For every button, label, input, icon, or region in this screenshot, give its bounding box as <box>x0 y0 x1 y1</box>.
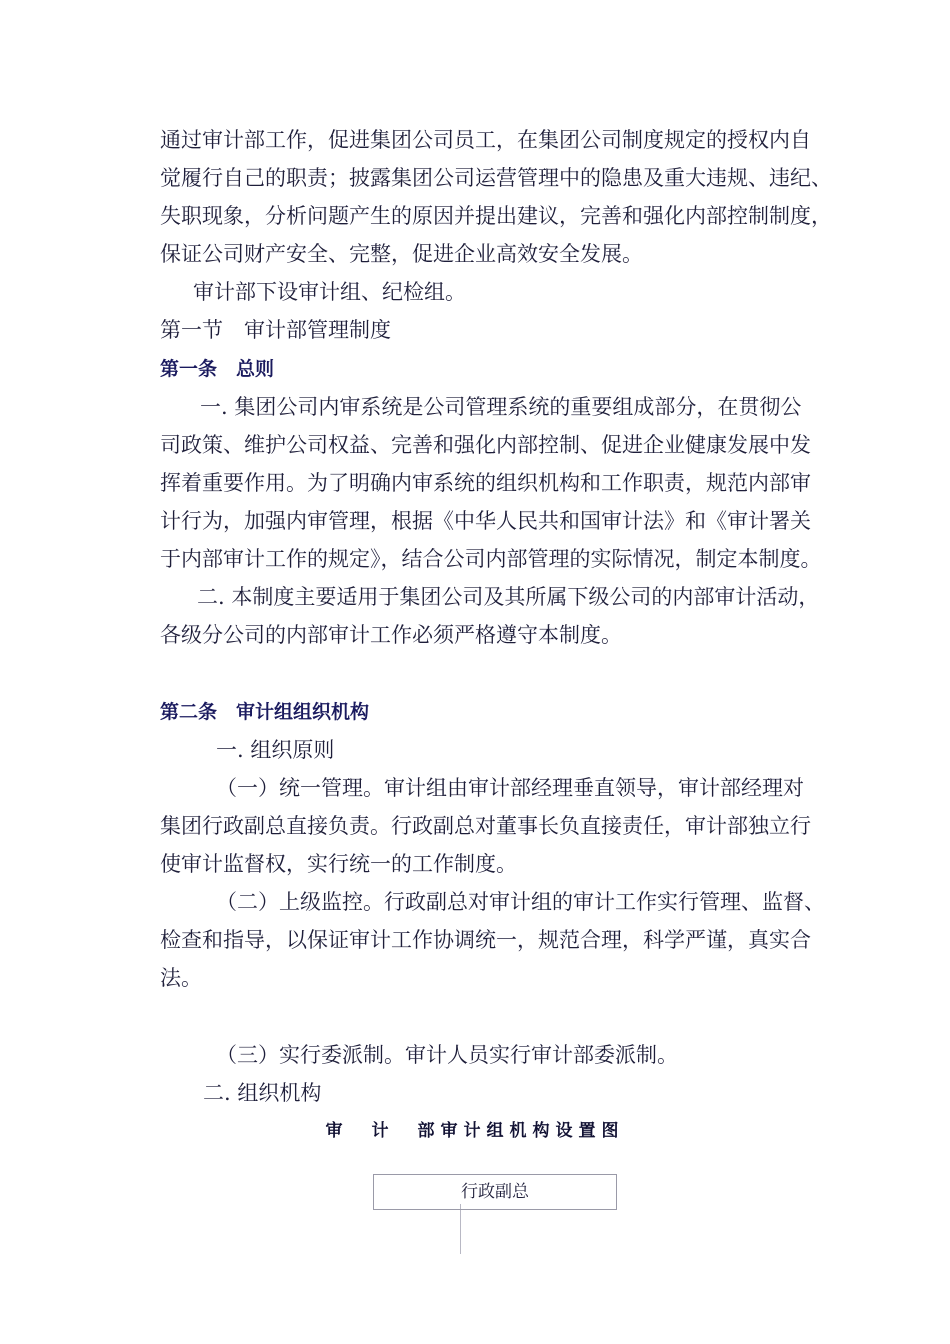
article-1-line-4: 计行为，加强内审管理，根据《中华人民共和国审计法》和《审计署关 <box>160 509 811 533</box>
article-2-line-6: 检查和指导，以保证审计工作协调统一，规范合理，科学严谨，真实合 <box>160 928 811 952</box>
section-heading: 第一节 审计部管理制度 <box>160 318 391 342</box>
intro-line-3: 失职现象，分析问题产生的原因并提出建议，完善和强化内部控制制度， <box>160 204 832 228</box>
org-chart-top-node: 行政副总 <box>373 1174 617 1210</box>
article-2-line-5: （二）上级监控。行政副总对审计组的审计工作实行管理、监督、 <box>216 890 825 914</box>
article-2-line-3: 集团行政副总直接负责。行政副总对董事长负直接责任，审计部独立行 <box>160 814 811 838</box>
article-2-line-2: （一）统一管理。审计组由审计部经理垂直领导，审计部经理对 <box>216 776 804 800</box>
intro-line-4: 保证公司财产安全、完整，促进企业高效安全发展。 <box>160 242 643 266</box>
article-1-line-1: 一. 集团公司内审系统是公司管理系统的重要组成部分，在贯彻公 <box>200 395 802 419</box>
article-1-line-5: 于内部审计工作的规定》，结合公司内部管理的实际情况，制定本制度。 <box>160 547 822 571</box>
org-chart-title: 审 计 部审计组机构设置图 <box>325 1121 625 1141</box>
article-2-title: 第二条 审计组组织机构 <box>160 701 370 723</box>
article-1-title: 第一条 总则 <box>160 358 275 380</box>
article-1-line-2: 司政策、维护公司权益、完善和强化内部控制、促进企业健康发展中发 <box>160 433 811 457</box>
org-chart-connector <box>460 1204 461 1254</box>
article-2-line-1: 一. 组织原则 <box>216 738 335 762</box>
article-1-line-7: 各级分公司的内部审计工作必须严格遵守本制度。 <box>160 623 622 647</box>
article-2-line-9: 二. 组织机构 <box>203 1081 322 1105</box>
sub-department-note: 审计部下设审计组、纪检组。 <box>193 280 466 304</box>
article-2-line-4: 使审计监督权，实行统一的工作制度。 <box>160 852 517 876</box>
intro-line-2: 觉履行自己的职责；披露集团公司运营管理中的隐患及重大违规、违纪、 <box>160 166 832 190</box>
intro-line-1: 通过审计部工作，促进集团公司员工，在集团公司制度规定的授权内自 <box>160 128 811 152</box>
article-2-line-8: （三）实行委派制。审计人员实行审计部委派制。 <box>216 1043 678 1067</box>
article-1-line-6: 二. 本制度主要适用于集团公司及其所属下级公司的内部审计活动， <box>197 585 820 609</box>
article-1-line-3: 挥着重要作用。为了明确内审系统的组织机构和工作职责，规范内部审 <box>160 471 811 495</box>
article-2-line-7: 法。 <box>160 966 202 990</box>
